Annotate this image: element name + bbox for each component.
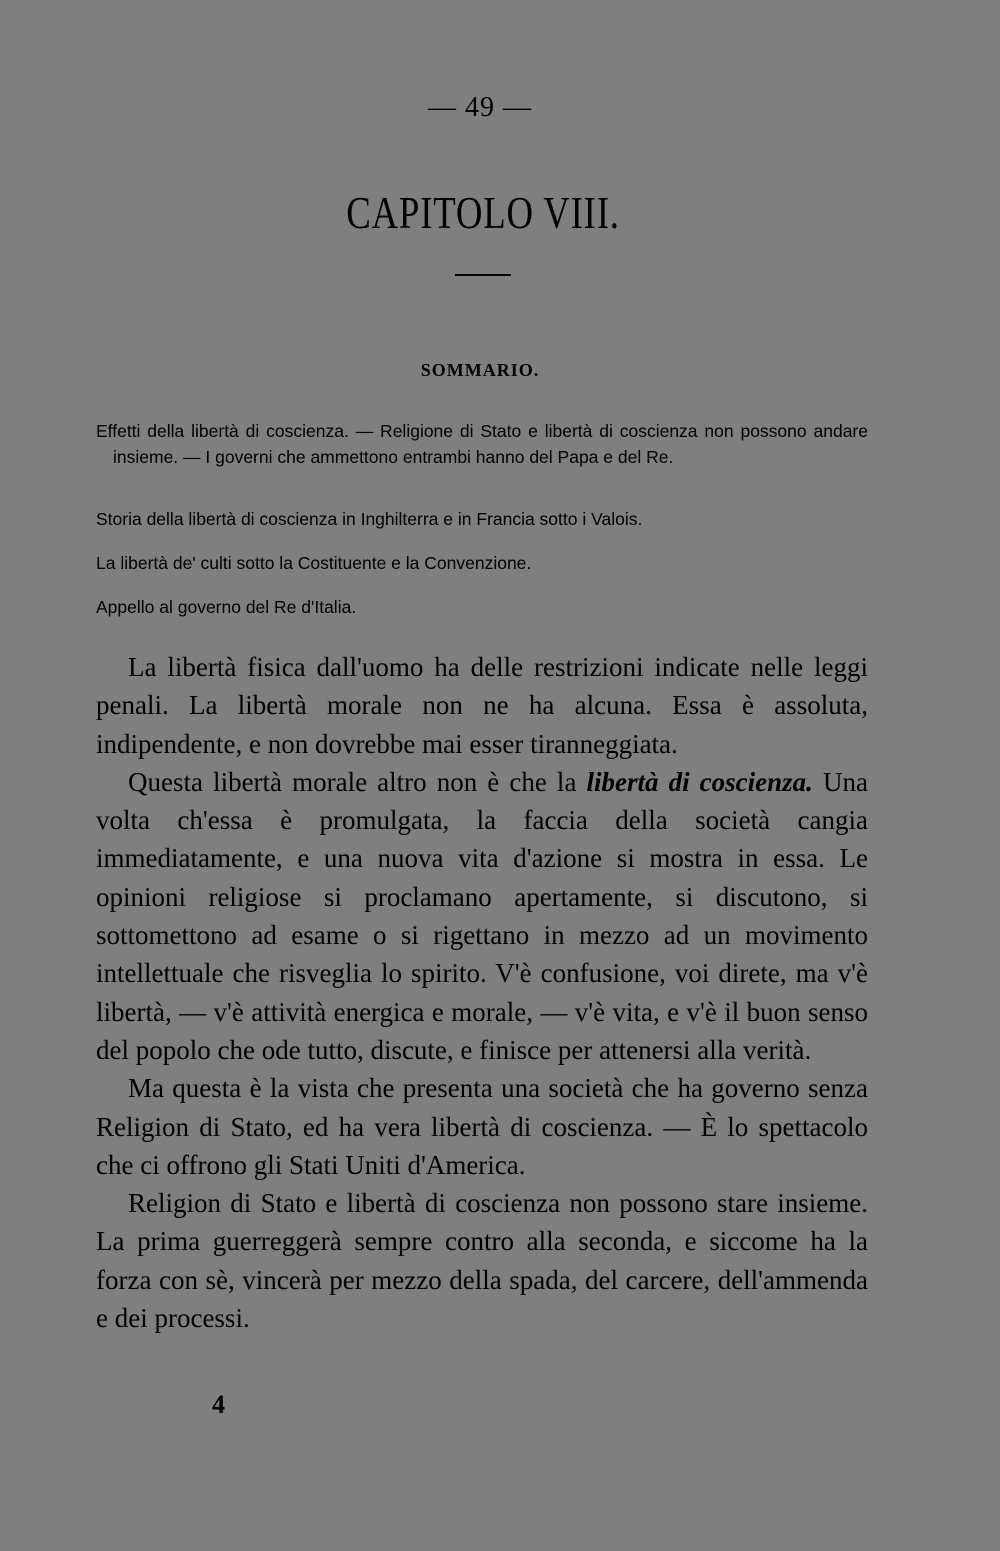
signature-mark: 4 xyxy=(212,1390,225,1419)
body-text xyxy=(96,648,868,1337)
paragraph: Ma questa è la vista che presenta una società che ha governo senza Religion di Stato, ed ha vera libertà di coscienza. — È lo spettacolo che ci offrono gli Stati Uniti d'America. xyxy=(96,1073,868,1180)
paragraph-text: Questa libertà morale altro non è che la xyxy=(128,766,587,797)
summary-item: Appello al governo del Re d'Italia. xyxy=(96,597,357,617)
summary-heading: SOMMARIO. xyxy=(420,360,540,380)
summary-item: Storia della libertà di coscienza in Inghilterra e in Francia sotto i Valois. xyxy=(96,509,643,529)
paragraph-text: Una volta ch'essa è promulgata, la faccia della società cangia immediatamente, e una nuova vita d'azione si mostra in essa. Le opinioni religiose si proclamano apertamente, si discutono, si sottomettono ad esame o si rigettano in mezzo ad un movimento intellettuale che risveglia lo spirito. V'è confusione, voi direte, ma v'è libertà, — v'è attività energica e morale, — v'è vita, e v'è il buon senso del popolo che ode tutto, discute, e finisce per attenersi alla verità. xyxy=(96,766,868,1065)
paragraph: Religion di Stato e libertà di coscienza non possono stare insieme. La prima guerreggerà sempre contro alla seconda, e siccome ha la forza con sè, vincerà per mezzo della spada, del carcere, dell'ammenda e dei processi. xyxy=(96,1188,868,1334)
summary-item xyxy=(96,418,868,470)
emphasized-text: libertà di coscienza. xyxy=(586,766,813,797)
title-rule xyxy=(455,274,511,276)
summary-item-text: Effetti della libertà di coscienza. — Religione di Stato e libertà di coscienza non possono andare insieme. — I governi che ammettono entrambi hanno del Papa e del Re. xyxy=(96,421,868,467)
summary-item: La libertà de' culti sotto la Costituente e la Convenzione. xyxy=(96,553,532,573)
chapter-title: CAPITOLO VIII. xyxy=(346,187,620,238)
paragraph: La libertà fisica dall'uomo ha delle restrizioni indicate nelle leggi penali. La libertà morale non ne ha alcuna. Essa è assoluta, indipendente, e non dovrebbe mai esser tiranneggiata. xyxy=(96,652,868,759)
page-number: — 49 — xyxy=(428,92,532,123)
paragraph xyxy=(96,763,868,1069)
